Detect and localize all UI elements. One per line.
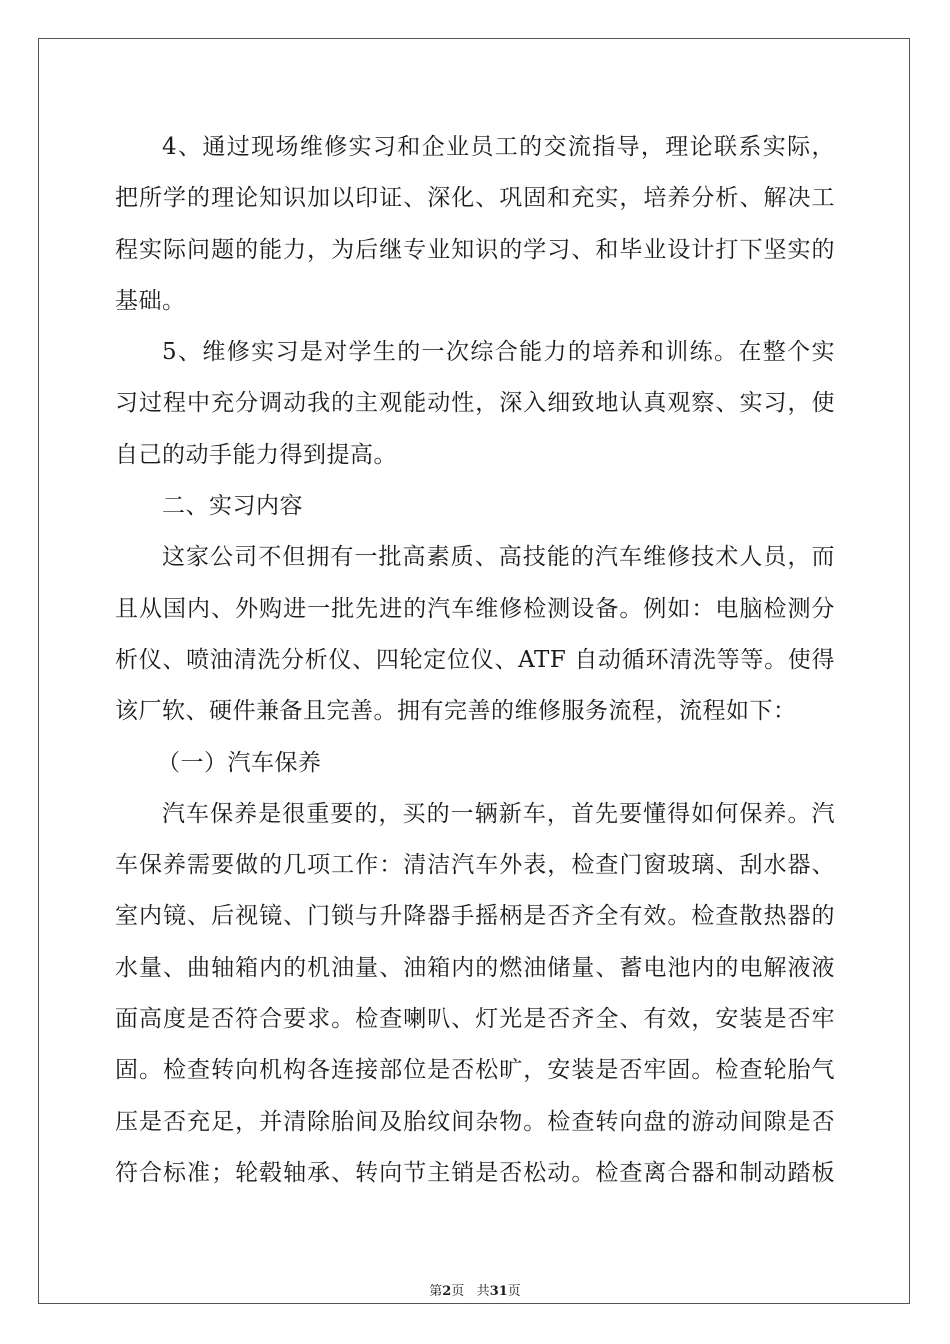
paragraph-line: 程实际问题的能力，为后继专业知识的学习、和毕业设计打下坚实的: [115, 236, 835, 263]
paragraph-line: 水量、曲轴箱内的机油量、油箱内的燃油储量、蓄电池内的电解液液: [115, 954, 835, 981]
paragraph-line: 面高度是否符合要求。检查喇叭、灯光是否齐全、有效，安装是否牢: [115, 1006, 835, 1033]
paragraph-line: 压是否充足，并清除胎间及胎纹间杂物。检查转向盘的游动间隙是否: [115, 1108, 835, 1135]
paragraph-line: 基础。: [115, 287, 186, 314]
paragraph-line: 且从国内、外购进一批先进的汽车维修检测设备。例如：电脑检测分: [115, 595, 835, 622]
document-body: [115, 127, 835, 1204]
paragraph-line: 室内镜、后视镜、门锁与升降器手摇柄是否齐全有效。检查散热器的: [115, 903, 835, 930]
paragraph-line: 把所学的理论知识加以印证、深化、巩固和充实，培养分析、解决工: [115, 185, 835, 212]
paragraph-line: 该厂软、硬件兼备且完善。拥有完善的维修服务流程，流程如下：: [115, 698, 797, 725]
paragraph-line: 习过程中充分调动我的主观能动性，深入细致地认真观察、实习，使: [115, 390, 835, 417]
paragraph-line: 5、维修实习是对学生的一次综合能力的培养和训练。在整个实: [162, 339, 835, 366]
paragraph-line: 自己的动手能力得到提高。: [115, 441, 397, 468]
footer-total-suffix: 页: [507, 1284, 521, 1299]
paragraph-line: 汽车保养是很重要的，买的一辆新车，首先要懂得如何保养。汽: [162, 800, 835, 827]
footer-prefix: 第: [429, 1284, 443, 1299]
paragraph-line: 这家公司不但拥有一批高素质、高技能的汽车维修技术人员，而: [162, 544, 835, 571]
footer-page-suffix: 页: [451, 1284, 465, 1299]
subsection-heading: （一）汽车保养: [157, 749, 322, 776]
paragraph-line: 析仪、喷油清洗分析仪、四轮定位仪、ATF 自动循环清洗等等。使得: [115, 646, 835, 673]
paragraph-line: 4、通过现场维修实习和企业员工的交流指导，理论联系实际，: [162, 134, 835, 160]
total-pages: 31: [489, 1284, 508, 1299]
page-footer: [0, 1280, 950, 1299]
page-number: 2: [442, 1284, 452, 1299]
footer-total-prefix: 共: [476, 1284, 490, 1299]
paragraph-line: 固。检查转向机构各连接部位是否松旷，安装是否牢固。检查轮胎气: [115, 1057, 835, 1084]
section-heading: 二、实习内容: [162, 493, 303, 520]
paragraph-line: 车保养需要做的几项工作：清洁汽车外表，检查门窗玻璃、刮水器、: [115, 852, 835, 879]
paragraph-line: 符合标准；轮毂轴承、转向节主销是否松动。检查离合器和制动踏板: [115, 1159, 835, 1186]
